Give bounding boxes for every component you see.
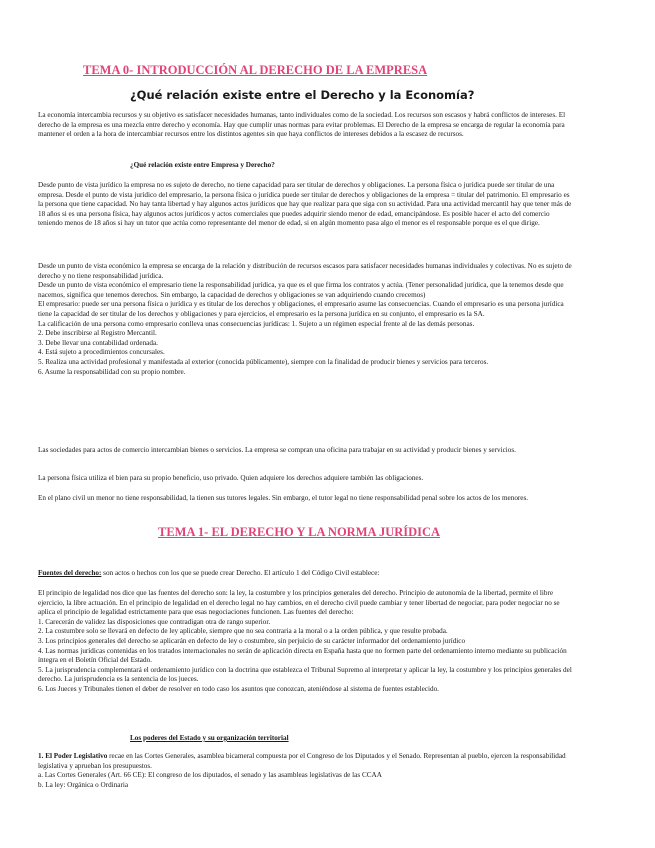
- tema0-title: TEMA 0- INTRODUCCIÓN AL DERECHO DE LA EMPRESA: [83, 63, 428, 77]
- list-item: 6. Los Jueces y Tribunales tienen el deber de resolver en todo caso los asuntos que conozcan, ateniéndose al sistema de fuentes establecido.: [38, 684, 439, 693]
- tema0-paragraph-sociedades: Las sociedades para actos de comercio intercambian bienes o servicios. La empresa se compran una oficina para trabajar en su actividad y producir bienes y servicios.: [38, 446, 516, 454]
- fuentes-text: son actos o hechos con los que se puede crear Derecho. El artículo 1 del Código Civil establece:: [101, 569, 380, 577]
- line: Desde un punto de vista económico el empresario tiene la responsabilidad jurídica, ya que es el que firma los contratos y actúa. (Tener personalidad jurídica, que la tenemos desde que nacemos, significa que tenemos derechos. Sin embargo, la capacidad de derechos y obligaciones se van adquiriendo cuando crecemos): [38, 281, 564, 299]
- tema0-subheading: ¿Qué relación existe entre Empresa y Derecho?: [130, 161, 275, 169]
- list-item: 3. Debe llevar una contabilidad ordenada.: [38, 338, 158, 347]
- fuentes-label: Fuentes del derecho:: [38, 569, 102, 577]
- list-item: b. La ley: Orgánica o Ordinaria: [38, 780, 129, 789]
- tema1-title: TEMA 1- EL DERECHO Y LA NORMA JURÍDICA: [158, 525, 441, 539]
- tema0-paragraph-economico: [38, 262, 572, 377]
- list-item: 3. Los principios generales del derecho se aplicarán en defecto de ley o costumbre, sin perjuicio de su carácter informador del ordenamiento jurídico: [38, 636, 466, 645]
- tema0-paragraph-economia: La economía intercambia recursos y su objetivo es satisfacer necesidades humanas, tanto individuales como de la sociedad. Los recursos son escasos y habrá conflictos de intereses. El derecho de la empresa es una mezcla entre derecho y economía. Hay que cumplir unas normas para evitar problemas. El Derecho de la empresa se encarga de regular la economía para mantener el orden a la hora de intercambiar recursos entre los distintos agentes sin que haya conflictos de intereses debidos a la escasez de recursos.: [38, 111, 566, 139]
- list-item: 4. Está sujeto a procedimientos concursales.: [38, 348, 165, 357]
- list-item: 5. La jurisprudencia complementará el ordenamiento jurídico con la doctrina que establezca el Tribunal Supremo al interpretar y aplicar la ley, la costumbre y los principios generales del derecho. La jurisprudencia es la sentencia de los jueces.: [38, 665, 572, 684]
- list-item: 5. Realiza una actividad profesional y manifestada al exterior (conocida públicamente), siempre con la finalidad de producir bienes y servicios para terceros.: [38, 357, 489, 366]
- tema1-fuentes: [38, 569, 572, 579]
- list-item: 2. La costumbre solo se llevará en defecto de ley aplicable, siempre que no sea contraria a la moral o a la orden pública, y que resulte probada.: [38, 627, 448, 636]
- tema0-paragraph-juridico: Desde punto de vista jurídico la empresa no es sujeto de derecho, no tiene capacidad para ser titular de derechos y obligaciones. La persona física o jurídica puede ser titular de una empresa. Desde el punto de vista jurídico del empresario, la persona física o jurídica puede ser titular de derechos y obligaciones de la empresa = titular del patrimonio. El empresario es la persona que tiene capacidad. No hay tanta libertad y hay algunos actos jurídicos que hay que realizar para que siga con su actividad. Para una actividad mercantil hay que tener más de 18 años si es una persona física, hay algunos actos jurídicos y actos comerciales que puedes adquirir siendo menor de edad, emancipándose. Es posible hacer el acto del comercio teniendo menos de 18 años si hay un tutor que actúa como representante del menor de edad, si en algún momento pasa algo el menor es el responsable porque es el que dirige.: [38, 181, 572, 228]
- line: El empresario: puede ser una persona física o jurídica y es titular de los derechos y obligaciones, el empresario asume las consecuencias. Cuando el empresario es una persona jurídica tiene la capacidad de ser titular de los derechos y obligaciones y para ejercicios, el empresario es la persona jurídica en su conjunto, el empresario es la SA.: [38, 300, 564, 318]
- list-item: 1. Carecerán de validez las disposiciones que contradigan otra de rango superior.: [38, 617, 271, 626]
- list-item: 2. Debe inscribirse al Registro Mercantil.: [38, 329, 157, 338]
- poderes-heading: Los poderes del Estado y su organización territorial: [130, 734, 289, 742]
- poder-legislativo-text: recae en las Cortes Generales, asamblea bicameral compuesta por el Congreso de los Diputados y el Senado. Representan al pueblo, ejercen la responsabilidad legislativa y aprueban los presupuestos.: [38, 752, 566, 770]
- line: Desde un punto de vista económico la empresa se encarga de la relación y distribución de recursos escasos para satisfacer necesidades humanas individuales y colectivas. No es sujeto de derecho y no tiene responsabilidad jurídica.: [38, 262, 572, 280]
- tema0-paragraph-plano-civil: En el plano civil un menor no tiene responsabilidad, la tienen sus tutores legales. Sin embargo, el tutor legal no tiene responsabilidad penal sobre los actos de los menores.: [38, 494, 529, 502]
- tema1-principio-legalidad: El principio de legalidad nos dice que las fuentes del derecho son: la ley, la costumbre y los principios generales del derecho. Principio de autonomía de la libertad, permite el libre ejercicio, la libre actuación. En el principio de legalidad en el derecho legal no hay cambios, en el derecho civil puede cambiar y tener libertad de negociar, para poder negociar no se aplica el principio de legalidad estrictamente para que esas negociaciones funcionen. Las fuentes del derecho: 1. Carecerán de validez las disposiciones que contradigan otra de rango superior. 2. La costumbre solo se llevará en defecto de ley aplicable, siempre que no sea contraria a la moral o a la orden pública, y que resulte probada. 3. Los principios generales del derecho se aplicarán en defecto de ley o costumbre, sin perjuicio de su carácter informador del ordenamiento jurídico 4. Las normas jurídicas contenidas en los tratados internacionales no serán de aplicación directa en España hasta que no formen parte del ordenamiento interno mediante su publicación íntegra en el Boletín Oficial del Estado. 5. La jurisprudencia complementará el ordenamiento jurídico con la doctrina que establezca el Tribunal Supremo al interpretar y aplicar la ley, la costumbre y los principios generales del derecho. La jurisprudencia es la sentencia de los jueces. 6. Los Jueces y Tribunales tienen el deber de resolver en todo caso los asuntos que conozcan, ateniéndose al sistema de fuentes establecido.: [38, 589, 572, 693]
- list-item: a. Las Cortes Generales (Art. 66 CE): El congreso de los diputados, el senado y las asambleas legislativas de las CCAA: [38, 771, 382, 780]
- list-item: 4. Las normas jurídicas contenidas en los tratados internacionales no serán de aplicación directa en España hasta que no formen parte del ordenamiento interno mediante su publicación íntegra en el Boletín Oficial del Estado.: [38, 646, 567, 665]
- list-item: 6. Asume la responsabilidad con su propio nombre.: [38, 367, 186, 376]
- tema1-poderes: [38, 752, 572, 790]
- poder-legislativo-label: 1. El Poder Legislativo: [38, 752, 108, 760]
- line: La calificación de una persona como empresario conlleva unas consecuencias jurídicas: 1. Sujeto a un régimen especial frente al de las demás personas.: [38, 319, 475, 328]
- tema0-question: ¿Qué relación existe entre el Derecho y la Economía?: [130, 88, 475, 102]
- tema0-paragraph-persona-fisica: La persona física utiliza el bien para su propio beneficio, uso privado. Quien adquiere los derechos adquiere también las obligaciones.: [38, 474, 424, 482]
